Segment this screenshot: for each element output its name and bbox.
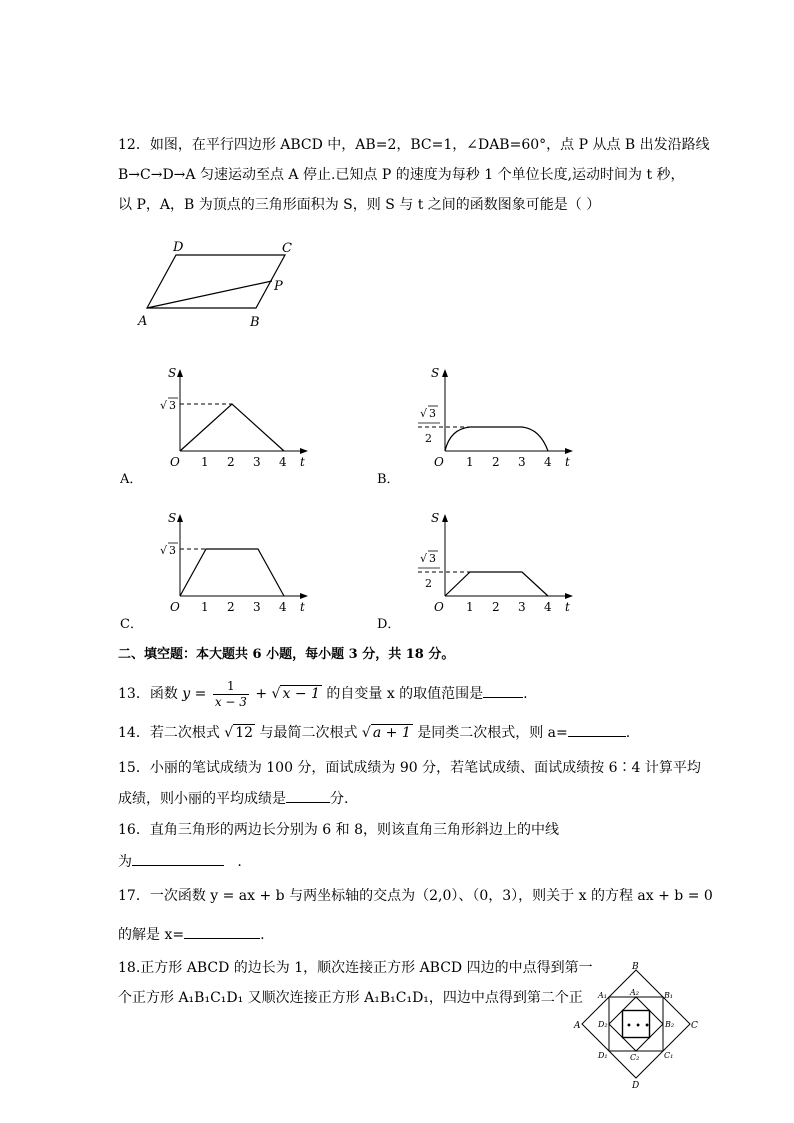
svg-text:B₁: B₁ — [664, 991, 674, 1000]
q12-line2: B→C→D→A 匀速运动至点 A 停止.已知点 P 的速度为每秒 1 个单位长度,运动时间为 t 秒， — [118, 167, 685, 183]
q16-line2: 为 . — [118, 851, 242, 872]
svg-text:O: O — [434, 600, 444, 614]
q17-line1: 17．一次函数 y = ax + b 与两坐标轴的交点为（2,0）、（0，3），则关于 x 的方程 ax + b = 0 — [118, 888, 713, 904]
graph-option-a — [150, 365, 320, 475]
svg-text:S: S — [168, 366, 177, 380]
svg-text:A₂: A₂ — [630, 988, 639, 997]
q18-line2: 个正方形 A₁B₁C₁D₁ 又顺次连接正方形 A₁B₁C₁D₁，四边中点得到第二个正 — [118, 990, 583, 1006]
q12-line3: 以 P，A，B 为顶点的三角形面积为 S，则 S 与 t 之间的函数图象可能是（ ） — [118, 197, 601, 213]
svg-text:2: 2 — [227, 455, 235, 469]
label-D: D — [173, 240, 184, 255]
svg-text:1: 1 — [466, 455, 474, 469]
q17-line2: 的解是 x= . — [118, 924, 265, 945]
svg-text:2: 2 — [227, 600, 235, 614]
svg-text:C₁: C₁ — [664, 1051, 674, 1060]
svg-text:3: 3 — [429, 407, 436, 420]
q12-line1: 12．如图，在平行四边形 ABCD 中，AB=2，BC=1，∠DAB=60°，点 P 从点 B 出发沿路线 — [118, 137, 710, 153]
svg-text:t: t — [300, 455, 305, 469]
svg-text:3: 3 — [253, 455, 261, 469]
svg-text:O: O — [170, 600, 180, 614]
option-c-label[interactable]: C． — [120, 617, 143, 632]
svg-text:1: 1 — [201, 600, 209, 614]
option-d-label[interactable]: D． — [377, 617, 401, 632]
svg-text:√: √ — [420, 552, 428, 565]
label-B: B — [250, 315, 260, 330]
parallelogram-figure — [130, 235, 300, 335]
option-b-label[interactable]: B． — [377, 472, 400, 487]
graph-option-c — [150, 510, 320, 620]
svg-text:B₂: B₂ — [665, 1020, 675, 1029]
option-a-label[interactable]: A． — [120, 472, 143, 487]
svg-text:S: S — [431, 366, 440, 380]
svg-text:4: 4 — [279, 600, 287, 614]
svg-text:• • •: • • • — [626, 1021, 651, 1032]
svg-text:3: 3 — [429, 552, 436, 565]
svg-text:2: 2 — [425, 432, 432, 445]
section-2-heading: 二、填空题：本大题共 6 小题，每小题 3 分，共 18 分。 — [118, 647, 455, 662]
svg-text:t: t — [565, 600, 570, 614]
graph-option-b — [410, 365, 580, 475]
nested-squares-figure — [572, 960, 702, 1090]
svg-text:C₂: C₂ — [630, 1053, 640, 1062]
svg-text:3: 3 — [253, 600, 261, 614]
svg-text:2: 2 — [425, 577, 432, 590]
q13: 13．函数 y = $\frac{1}{x - 3}$ + √ x − 1 的自变量 x 的取值范围是 . — [118, 678, 528, 709]
svg-text:B: B — [632, 962, 639, 972]
svg-text:2: 2 — [492, 600, 500, 614]
svg-text:A₁: A₁ — [598, 991, 607, 1000]
svg-text:A: A — [574, 1021, 581, 1031]
svg-text:3: 3 — [518, 600, 526, 614]
q13-answer-blank[interactable] — [483, 683, 523, 698]
svg-text:D₂: D₂ — [598, 1020, 608, 1029]
svg-text:1: 1 — [201, 455, 209, 469]
q14-answer-blank[interactable] — [568, 722, 626, 737]
svg-text:t: t — [565, 455, 570, 469]
svg-text:1: 1 — [466, 600, 474, 614]
q17-answer-blank[interactable] — [184, 924, 260, 939]
label-A: A — [138, 314, 148, 329]
q16-answer-blank[interactable] — [132, 851, 224, 866]
svg-text:S: S — [431, 511, 440, 525]
svg-text:D₁: D₁ — [598, 1051, 608, 1060]
svg-text:C: C — [691, 1021, 698, 1031]
q15-answer-blank[interactable] — [286, 788, 330, 803]
svg-text:t: t — [300, 600, 305, 614]
label-C: C — [282, 241, 292, 256]
svg-text:3: 3 — [169, 544, 176, 557]
svg-text:√: √ — [420, 407, 428, 420]
svg-text:4: 4 — [544, 600, 552, 614]
svg-text:4: 4 — [544, 455, 552, 469]
svg-text:2: 2 — [492, 455, 500, 469]
svg-text:O: O — [434, 455, 444, 469]
svg-text:√: √ — [160, 544, 168, 557]
svg-text:4: 4 — [279, 455, 287, 469]
svg-text:√: √ — [160, 399, 168, 412]
svg-text:O: O — [170, 455, 180, 469]
svg-text:D: D — [632, 1081, 640, 1090]
q16-line1: 16．直角三角形的两边长分别为 6 和 8，则该直角三角形斜边上的中线 — [118, 822, 559, 838]
svg-text:S: S — [168, 511, 177, 525]
q18-line1: 18.正方形 ABCD 的边长为 1，顺次连接正方形 ABCD 四边的中点得到第一 — [118, 960, 593, 976]
svg-text:3: 3 — [518, 455, 526, 469]
q15-line1: 15．小丽的笔试成绩为 100 分，面试成绩为 90 分，若笔试成绩、面试成绩按 6∶4 计算平均 — [118, 760, 701, 776]
q14: 14．若二次根式 √ 12 与最简二次根式 √ a + 1 是同类二次根式，则 a= . — [118, 722, 630, 743]
svg-text:3: 3 — [169, 399, 176, 412]
q15-line2: 成绩，则小丽的平均成绩是 分. — [118, 788, 348, 809]
label-P: P — [274, 279, 283, 294]
graph-option-d — [410, 510, 580, 620]
